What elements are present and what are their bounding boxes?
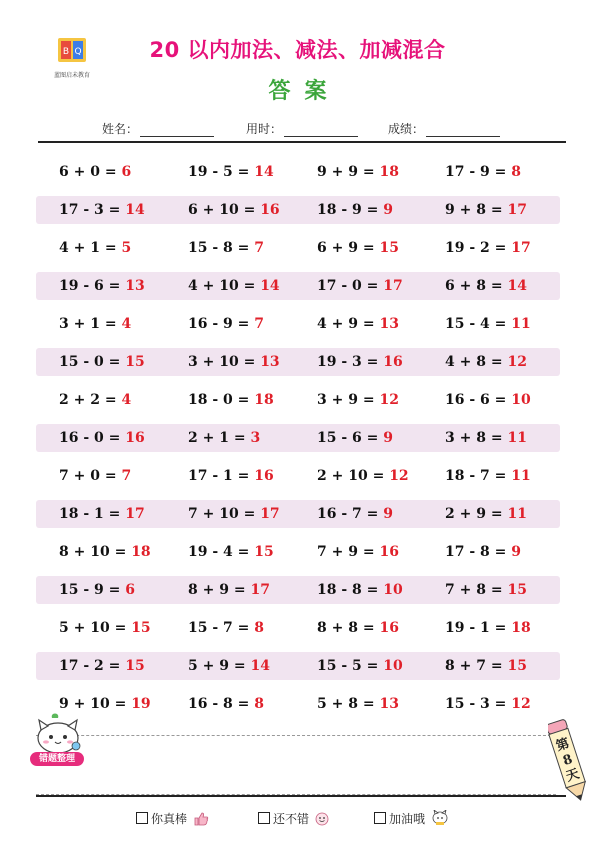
problem-row [36,652,560,680]
problem-question: 16 - 7 = [317,506,384,522]
problem-question: 4 + 8 = [445,354,508,370]
problem-answer: 15 [131,620,151,636]
logo-text: 蓝图启未教育 [53,72,90,79]
pencil-text-top: 第 [554,736,572,755]
problem-question: 6 + 0 = [59,164,122,180]
problem-cell [317,538,399,566]
problem-cell [317,234,399,262]
problem-question: 9 + 10 = [59,696,132,712]
problem-question: 3 + 9 = [317,392,380,408]
problem-cell [59,652,145,680]
problem-cell [188,424,260,452]
problem-answer: 16 [254,468,274,484]
problem-cell [445,424,527,452]
problem-row [36,386,560,414]
problem-row [36,500,560,528]
problem-cell [445,234,531,262]
problem-question: 15 - 8 = [188,240,255,256]
problem-question: 7 + 10 = [188,506,261,522]
problem-cell [445,272,527,300]
name-blank[interactable] [140,124,214,137]
problem-answer: 7 [254,316,265,332]
problem-question: 4 + 9 = [317,316,380,332]
time-field[interactable] [246,120,358,137]
problem-cell [59,614,151,642]
page-title: 20 以内加法、减法、加减混合 [149,38,446,62]
problem-question: 19 - 5 = [188,164,255,180]
problem-question: 3 + 8 = [445,430,508,446]
problem-question: 2 + 2 = [59,392,122,408]
problem-answer: 16 [379,620,399,636]
pencil-text-bottom: 天 [564,766,582,785]
problem-cell [188,500,280,528]
problem-cell [317,158,399,186]
problem-answer: 14 [507,278,527,294]
problem-answer: 8 [254,620,265,636]
checkbox-good[interactable] [258,812,270,824]
problem-question: 17 - 3 = [59,202,126,218]
problem-row [36,424,560,452]
problem-cell [188,386,274,414]
problem-answer: 15 [379,240,399,256]
problem-question: 2 + 1 = [188,430,251,446]
problem-cell [317,310,399,338]
problem-question: 3 + 10 = [188,354,261,370]
problem-cell [317,462,409,490]
problem-answer: 15 [507,658,527,674]
problem-cell [59,424,145,452]
problem-answer: 5 [121,240,132,256]
problem-cell [317,272,403,300]
problem-answer: 13 [379,696,399,712]
problem-answer: 8 [254,696,265,712]
problem-answer: 18 [379,164,399,180]
problem-cell [317,386,399,414]
problem-cell [445,158,521,186]
problem-question: 17 - 8 = [445,544,512,560]
problem-cell [188,576,270,604]
problem-answer: 17 [507,202,527,218]
problem-cell [188,690,264,718]
problem-cell [188,652,270,680]
problem-cell [445,652,527,680]
problem-answer: 11 [507,430,527,446]
problem-answer: 8 [511,164,522,180]
problem-question: 19 - 2 = [445,240,512,256]
problem-question: 15 - 9 = [59,582,126,598]
problem-question: 6 + 9 = [317,240,380,256]
problem-answer: 16 [379,544,399,560]
problem-cell [59,348,145,376]
problem-cell [188,538,274,566]
problem-question: 18 - 9 = [317,202,384,218]
problem-row [36,272,560,300]
problem-cell [317,576,403,604]
checkbox-keep-going[interactable] [374,812,386,824]
footer-divider [36,795,566,797]
problem-row [36,462,560,490]
thumbs-up-icon [193,812,209,826]
problem-answer: 6 [121,164,132,180]
page-subtitle: 答案 [268,79,341,104]
problem-question: 16 - 0 = [59,430,126,446]
problem-answer: 17 [250,582,270,598]
problem-question: 5 + 10 = [59,620,132,636]
option-keep-going-label: 加油哦 [389,812,426,826]
problem-question: 19 - 3 = [317,354,384,370]
problem-question: 15 - 4 = [445,316,512,332]
problem-question: 19 - 4 = [188,544,255,560]
problem-answer: 7 [121,468,132,484]
problem-cell [59,576,135,604]
problem-answer: 14 [250,658,270,674]
checkbox-great[interactable] [136,812,148,824]
notes-label: 错题整理 [30,752,84,766]
problem-question: 7 + 8 = [445,582,508,598]
score-field[interactable] [388,120,500,137]
problem-question: 18 - 7 = [445,468,512,484]
problem-answer: 16 [383,354,403,370]
problem-grid [36,158,560,728]
problem-question: 17 - 0 = [317,278,384,294]
problem-answer: 15 [507,582,527,598]
problem-answer: 15 [125,354,145,370]
problem-question: 17 - 9 = [445,164,512,180]
problem-cell [188,234,264,262]
problem-question: 19 - 1 = [445,620,512,636]
problem-cell [59,272,145,300]
problem-question: 7 + 0 = [59,468,122,484]
score-label: 成绩： [388,122,425,136]
problem-question: 5 + 8 = [317,696,380,712]
problem-question: 3 + 1 = [59,316,122,332]
problem-row [36,690,560,718]
problem-cell [59,500,145,528]
problem-cell [445,462,531,490]
score-blank[interactable] [426,124,500,137]
time-label: 用时： [246,122,283,136]
problem-question: 8 + 8 = [317,620,380,636]
problem-cell [445,310,531,338]
problem-answer: 18 [254,392,274,408]
problem-question: 16 - 8 = [188,696,255,712]
problem-question: 4 + 1 = [59,240,122,256]
problem-cell [445,348,527,376]
svg-text:B: B [62,47,70,57]
problem-cell [188,158,274,186]
problem-answer: 14 [125,202,145,218]
problem-question: 15 - 6 = [317,430,384,446]
problem-row [36,310,560,338]
problem-question: 18 - 0 = [188,392,255,408]
cheer-character-icon [431,810,449,826]
header-divider [38,141,566,143]
problem-answer: 10 [383,582,403,598]
problem-cell [188,462,274,490]
notes-area[interactable] [36,735,556,795]
problem-question: 2 + 10 = [317,468,390,484]
problem-row [36,158,560,186]
problem-cell [445,690,531,718]
problem-answer: 15 [125,658,145,674]
problem-question: 6 + 10 = [188,202,261,218]
problem-answer: 12 [389,468,409,484]
problem-cell [445,576,527,604]
problem-answer: 11 [507,506,527,522]
problem-answer: 9 [383,506,394,522]
problem-row [36,614,560,642]
pencil-text-mid: 8 [561,751,575,770]
problem-answer: 13 [379,316,399,332]
problem-answer: 7 [254,240,265,256]
problem-answer: 18 [511,620,531,636]
problem-cell [188,272,280,300]
problem-question: 9 + 8 = [445,202,508,218]
option-keep-going[interactable] [374,810,449,827]
problem-answer: 12 [507,354,527,370]
problem-question: 5 + 9 = [188,658,251,674]
problem-question: 2 + 9 = [445,506,508,522]
problem-cell [317,652,403,680]
problem-cell [59,386,131,414]
problem-question: 16 - 9 = [188,316,255,332]
svg-text:Q: Q [74,47,82,57]
problem-cell [188,348,280,376]
problem-question: 7 + 9 = [317,544,380,560]
problem-cell [445,538,521,566]
problem-cell [59,196,145,224]
problem-answer: 12 [511,696,531,712]
problem-question: 6 + 8 = [445,278,508,294]
problem-answer: 10 [383,658,403,674]
problem-answer: 12 [379,392,399,408]
problem-answer: 16 [125,430,145,446]
problem-answer: 16 [260,202,280,218]
problem-cell [317,424,393,452]
problem-question: 16 - 6 = [445,392,512,408]
pencil-day-icon [548,716,588,806]
problem-cell [59,158,131,186]
problem-answer: 17 [383,278,403,294]
problem-row [36,196,560,224]
problem-row [36,234,560,262]
option-good-label: 还不错 [273,812,310,826]
name-field[interactable] [102,120,214,137]
problem-cell [445,614,531,642]
problem-cell [188,310,264,338]
problem-answer: 11 [511,468,531,484]
problem-cell [59,234,131,262]
problem-cell [188,614,264,642]
problem-question: 4 + 10 = [188,278,261,294]
problem-cell [317,690,399,718]
problem-cell [445,196,527,224]
option-good[interactable] [258,810,329,827]
problem-question: 9 + 9 = [317,164,380,180]
problem-answer: 9 [383,430,394,446]
problem-answer: 3 [250,430,261,446]
problem-cell [445,386,531,414]
problem-question: 17 - 2 = [59,658,126,674]
problem-answer: 4 [121,392,132,408]
problem-answer: 19 [131,696,151,712]
problem-question: 15 - 7 = [188,620,255,636]
problem-question: 15 - 0 = [59,354,126,370]
problem-row [36,348,560,376]
problem-question: 17 - 1 = [188,468,255,484]
problem-cell [445,500,527,528]
problem-answer: 17 [260,506,280,522]
problem-answer: 14 [260,278,280,294]
problem-question: 8 + 7 = [445,658,508,674]
problem-question: 15 - 3 = [445,696,512,712]
problem-cell [317,196,393,224]
problem-answer: 17 [511,240,531,256]
problem-answer: 15 [254,544,274,560]
problem-answer: 13 [125,278,145,294]
problem-cell [59,538,151,566]
problem-row [36,538,560,566]
problem-cell [59,462,131,490]
problem-answer: 11 [511,316,531,332]
problem-answer: 6 [125,582,136,598]
problem-row [36,576,560,604]
problem-answer: 9 [511,544,522,560]
problem-question: 18 - 1 = [59,506,126,522]
problem-cell [317,348,403,376]
name-label: 姓名： [102,122,139,136]
option-great[interactable] [136,810,209,827]
problem-question: 18 - 8 = [317,582,384,598]
problem-answer: 9 [383,202,394,218]
problem-cell [317,614,399,642]
problem-question: 19 - 6 = [59,278,126,294]
problem-cell [59,310,131,338]
smile-face-icon [315,812,329,826]
problem-answer: 14 [254,164,274,180]
problem-answer: 13 [260,354,280,370]
option-great-label: 你真棒 [151,812,188,826]
problem-answer: 4 [121,316,132,332]
problem-answer: 18 [131,544,151,560]
problem-question: 15 - 5 = [317,658,384,674]
problem-cell [188,196,280,224]
problem-answer: 17 [125,506,145,522]
problem-answer: 10 [511,392,531,408]
time-blank[interactable] [284,124,358,137]
problem-question: 8 + 9 = [188,582,251,598]
problem-question: 8 + 10 = [59,544,132,560]
problem-cell [317,500,393,528]
